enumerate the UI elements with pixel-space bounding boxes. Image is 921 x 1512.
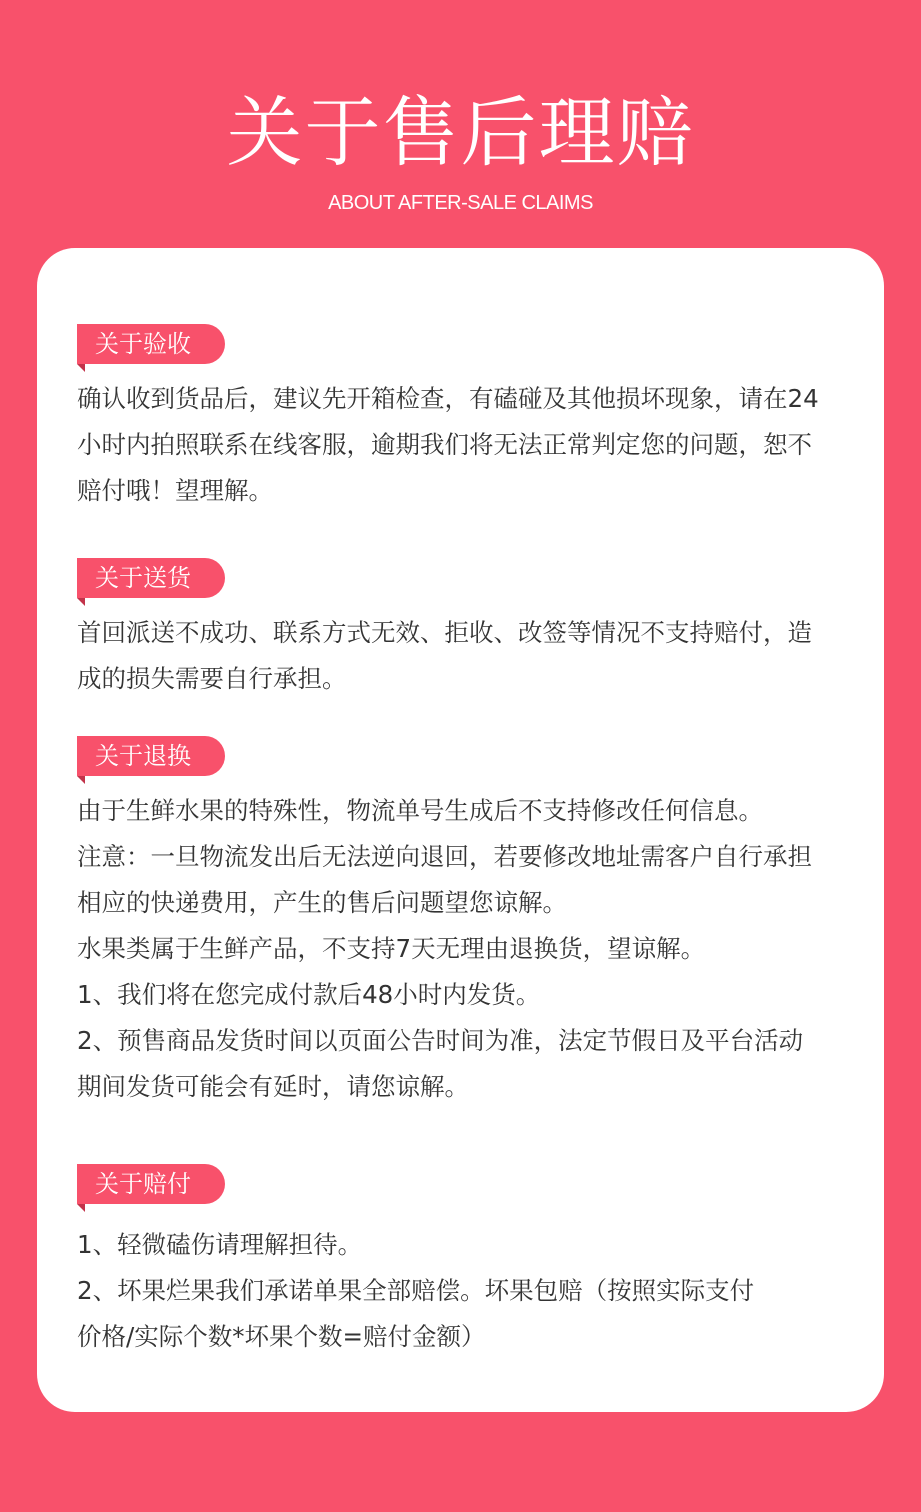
text-line: 确认收到货品后，建议先开箱检查，有磕碰及其他损坏现象，请在24 xyxy=(77,384,819,413)
text-line: 注意：一旦物流发出后无法逆向退回，若要修改地址需客户自行承担 xyxy=(77,842,812,871)
section-tag: 关于赔付 xyxy=(77,1164,225,1204)
section-body xyxy=(77,1222,877,1360)
section-delivery xyxy=(77,558,877,702)
text-line: 相应的快递费用，产生的售后问题望您谅解。 xyxy=(77,888,567,917)
text-line: 期间发货可能会有延时，请您谅解。 xyxy=(77,1072,469,1101)
text-line: 2、坏果烂果我们承诺单果全部赔偿。坏果包赔（按照实际支付 xyxy=(77,1276,755,1305)
text-line: 1、我们将在您完成付款后48小时内发货。 xyxy=(77,980,541,1009)
page-title: 关于售后理赔 xyxy=(226,88,695,177)
section-tag: 关于退换 xyxy=(77,736,225,776)
page-subtitle: ABOUT AFTER-SALE CLAIMS xyxy=(328,192,593,214)
text-line: 2、预售商品发货时间以页面公告时间为准，法定节假日及平台活动 xyxy=(77,1026,804,1055)
section-body xyxy=(77,788,877,1110)
section-acceptance xyxy=(77,324,877,514)
section-tag: 关于验收 xyxy=(77,324,225,364)
text-line: 首回派送不成功、联系方式无效、拒收、改签等情况不支持赔付，造 xyxy=(77,618,812,647)
text-line: 由于生鲜水果的特殊性，物流单号生成后不支持修改任何信息。 xyxy=(77,796,763,825)
text-line: 成的损失需要自行承担。 xyxy=(77,664,347,693)
text-line: 小时内拍照联系在线客服，逾期我们将无法正常判定您的问题，恕不 xyxy=(77,430,812,459)
section-compensation xyxy=(77,1164,877,1360)
section-tag: 关于送货 xyxy=(77,558,225,598)
text-line: 价格/实际个数*坏果个数=赔付金额） xyxy=(77,1322,486,1351)
section-body xyxy=(77,376,877,514)
section-returns xyxy=(77,736,877,1110)
text-line: 1、轻微磕伤请理解担待。 xyxy=(77,1230,363,1259)
text-line: 赔付哦！望理解。 xyxy=(77,476,273,505)
section-body xyxy=(77,610,877,702)
text-line: 水果类属于生鲜产品，不支持7天无理由退换货，望谅解。 xyxy=(77,934,706,963)
content-card xyxy=(37,248,884,1412)
